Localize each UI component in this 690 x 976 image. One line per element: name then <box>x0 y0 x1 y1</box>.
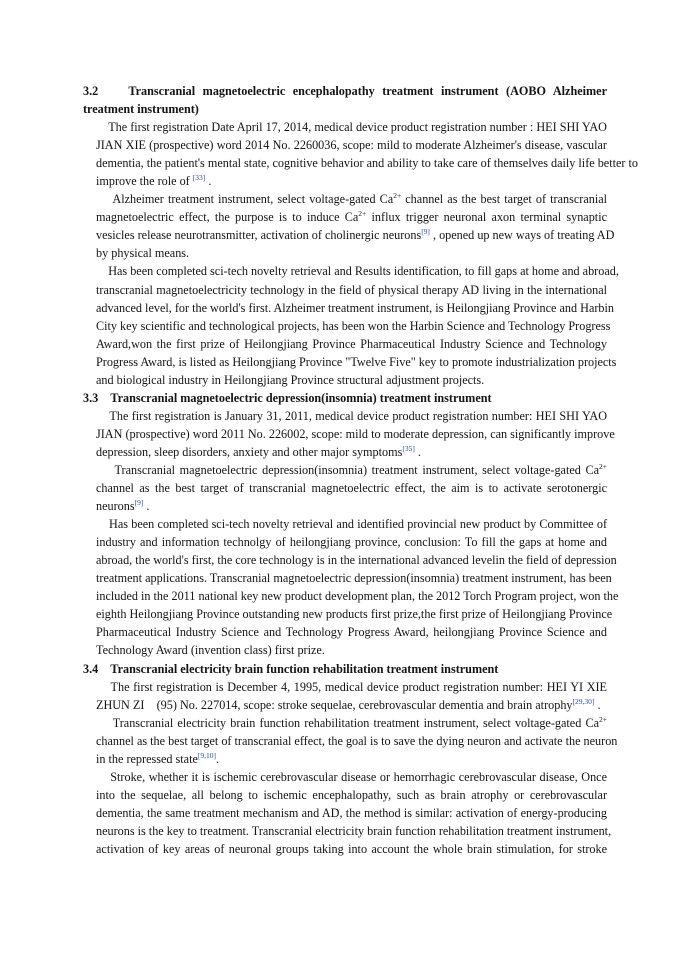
text-line: advanced level, for the world's first. Alzheimer treatment instrument, is Heilongjiang Province and Harbin <box>96 300 614 315</box>
text-line: Has been completed sci-tech novelty retrieval and identified provincial new product by Committee of <box>96 517 607 532</box>
text-line: Technology Award (invention class) first prize. <box>96 643 325 658</box>
heading-line: 3.4 Transcranial electricity brain function rehabilitation treatment instrument <box>83 661 499 676</box>
citation-ref[interactable]: [9,10] <box>197 750 216 760</box>
text-line: The first registration is December 4, 1995, medical device product registration number: HEI YI XIE <box>96 679 607 694</box>
section-heading-3-4 <box>83 660 607 678</box>
text-line: and biological industry in Heilongjiang Province structural adjustment projects. <box>96 372 485 387</box>
text-line: improve the role of [33] . <box>96 173 212 189</box>
text-line: The first registration Date April 17, 2014, medical device product registration number : HEI SHI YAO <box>96 120 607 135</box>
citation-ref[interactable]: [33] <box>192 173 206 183</box>
text-line: Stroke, whether it is ischemic cerebrovascular disease or hemorrhagic cerebrovascular disease, Once <box>96 769 607 784</box>
text-line: activation of key areas of neuronal groups taking into account the whole brain stimulation, for stroke <box>96 841 607 856</box>
heading-line: 3.2 Transcranial magnetoelectric encephalopathy treatment instrument (AOBO Alzheimer <box>83 84 607 98</box>
section-heading-3-3 <box>83 389 607 407</box>
paragraph <box>83 768 612 858</box>
text-line: Transcranial electricity brain function rehabilitation treatment instrument, select voltage-gated $Ca^{2+}$ <box>96 714 607 730</box>
text-line: The first registration is January 31, 2011, medical device product registration number: HEI SHI YAO <box>96 408 607 423</box>
paragraph <box>83 407 615 461</box>
text-line: by physical means. <box>96 246 190 261</box>
text-line: dementia, the same treatment mechanism and AD, the method is similar: activation of energy-producing <box>96 805 607 820</box>
text-line: into the sequelae, all belong to ischemic encephalopathy, such as brain atrophy or cerebrovascular <box>96 787 607 802</box>
citation-ref[interactable]: [9] <box>134 498 144 508</box>
superscript: 2+ <box>393 191 402 201</box>
citation-ref[interactable]: [35] <box>402 443 415 453</box>
text-line: neurons[9] . <box>96 498 150 514</box>
text-line: depression, sleep disorders, anxiety and other major symptoms[35] . <box>96 443 421 459</box>
text-line: Transcranial magnetoelectric depression(insomnia) treatment instrument, select voltage-gated $Ca^{2+}$ <box>96 461 607 477</box>
text-line: included in the 2011 national key new product development plan, the 2012 Torch Program project, won the <box>96 589 619 604</box>
superscript: 2+ <box>358 209 367 219</box>
text-line: ZHUN ZI (95) No. 227014, scope: stroke sequelae, cerebrovascular dementia and brain atrophy[29,30] . <box>96 696 601 712</box>
text-line: Alzheimer treatment instrument, select voltage-gated $Ca^{2+}$ channel as the best target of transcranial <box>96 191 607 207</box>
text-line: neurons is the key to treatment. Transcranial electricity brain function rehabilitation treatment instrument, <box>96 823 612 838</box>
text-line: abroad, the world's first, the core technology is in the international advanced levelin the field of depression <box>96 553 617 568</box>
citation-ref[interactable]: [9] <box>421 227 430 237</box>
text-line: in the repressed state[9,10]. <box>96 750 220 766</box>
heading-line: treatment instrument) <box>83 102 199 117</box>
heading-line: 3.3 Transcranial magnetoelectric depression(insomnia) treatment instrument <box>83 390 492 405</box>
text-line: Award,won the first prize of Heilongjiang Province Pharmaceutical Industry Science and Technology <box>96 336 607 351</box>
text-line: transcranial magnetoelectricity technology in the field of physical therapy AD living in the international <box>96 282 607 297</box>
text-line: dementia, the patient's mental state, cognitive behavior and ability to take care of themselves daily life better to <box>96 156 638 171</box>
text-line: vesicles release neurotransmitter, activation of cholinergic neurons[9] , opened up new ways of treating AD <box>96 227 615 243</box>
paragraph <box>83 515 619 659</box>
paragraph <box>83 678 607 714</box>
text-line: eighth Heilongjiang Province outstanding new products first prize,the first prize of Heilongjiang Province <box>96 607 613 622</box>
text-line: magnetoelectric effect, the purpose is to induce $Ca^{2+}$ influx trigger neuronal axon terminal synaptic <box>96 209 607 225</box>
text-line: JIAN (prospective) word 2011 No. 226002, scope: mild to moderate depression, can significantly improve <box>96 426 615 441</box>
paragraph <box>83 461 607 515</box>
text-line: channel as the best target of transcranial magnetoelectric effect, the aim is to activate serotonergic <box>96 481 607 496</box>
text-line: Pharmaceutical Industry Science and Technology Progress Award, heilongjiang Province Science and <box>96 625 607 640</box>
text-line: Has been completed sci-tech novelty retrieval and Results identification, to fill gaps at home and abroad, <box>96 264 619 279</box>
text-line: industry and information technolgy of heilongjiang province, conclusion: To fill the gaps at home and <box>96 535 607 550</box>
paragraph <box>83 118 638 190</box>
superscript: 2+ <box>599 461 607 471</box>
section-heading-3-2 <box>83 82 607 118</box>
text-line: Progress Award, is listed as Heilongjiang Province "Twelve Five" key to promote industrialization projects <box>96 354 617 369</box>
citation-ref[interactable]: [29,30] <box>572 696 595 706</box>
text-line: treatment applications. Transcranial magnetoelectric depression(insomnia) treatment instrument, has been <box>96 571 612 586</box>
superscript: 2+ <box>599 714 607 724</box>
paragraph <box>83 190 615 262</box>
paper-page <box>83 82 638 858</box>
text-line: JIAN XIE (prospective) word 2014 No. 2260036, scope: mild to moderate Alzheimer's disease, vascular <box>96 138 607 153</box>
text-line: channel as the best target of transcranial effect, the goal is to save the dying neuron and activate the neuron <box>96 733 618 748</box>
text-line: City key scientific and technological projects, has been won the Harbin Science and Technology Progress <box>96 318 611 333</box>
paragraph <box>83 714 618 768</box>
paragraph <box>83 262 619 388</box>
